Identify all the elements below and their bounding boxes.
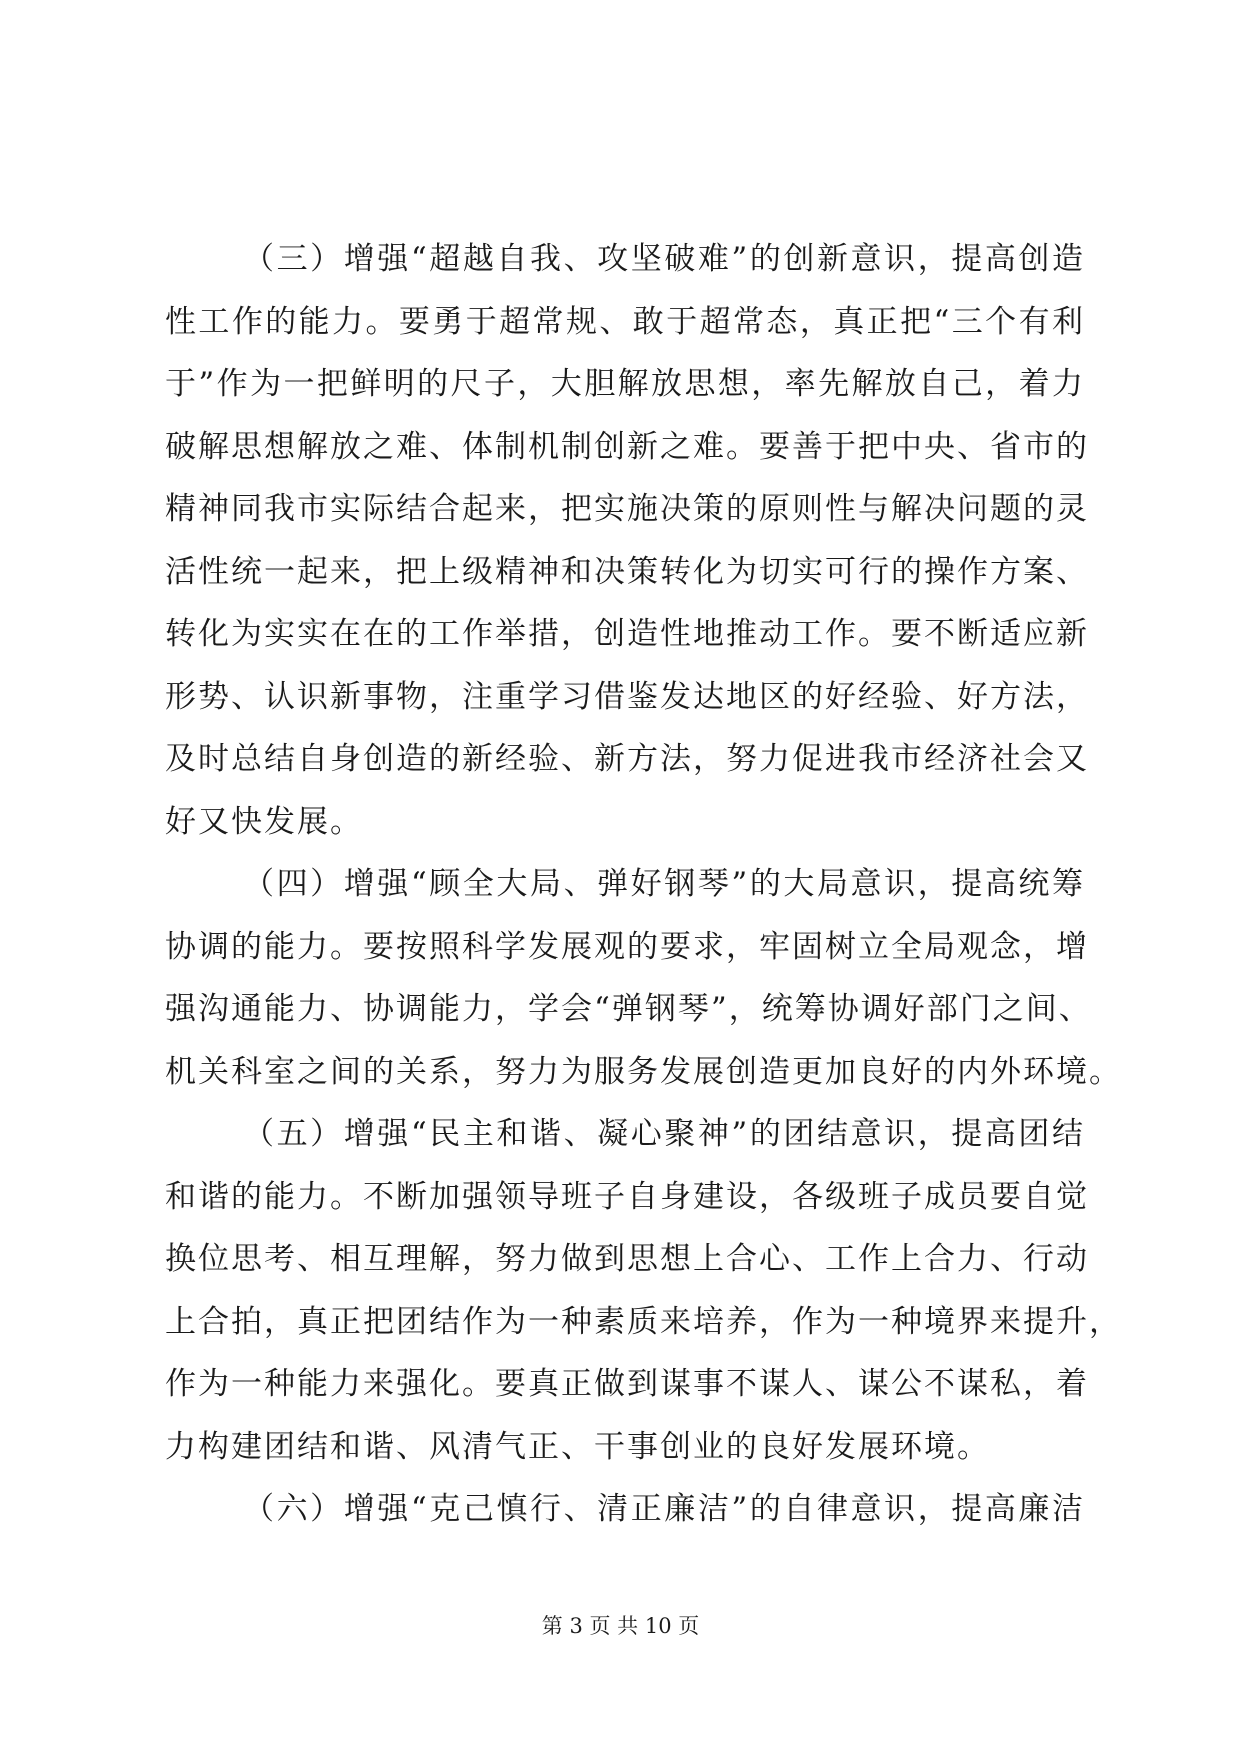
text-line: 及时总结自身创造的新经验、新方法，努力促进我市经济社会又 (165, 741, 1089, 777)
paragraph-4-heading-line: （四）增强“顾全大局、弹好钢琴”的大局意识，提高统筹 (243, 866, 1085, 902)
text-line: 转化为实实在在的工作举措，创造性地推动工作。要不断适应新 (165, 616, 1089, 652)
paragraph-6-heading-line: （六）增强“克己慎行、清正廉洁”的自律意识，提高廉洁 (243, 1491, 1085, 1527)
paragraph-5-heading-line: （五）增强“民主和谐、凝心聚神”的团结意识，提高团结 (243, 1116, 1085, 1152)
text-line: 和谐的能力。不断加强领导班子自身建设，各级班子成员要自觉 (165, 1178, 1089, 1215)
paragraph-3-heading-line: （三）增强“超越自我、攻坚破难”的创新意识，提高创造 (243, 241, 1085, 277)
text-line: 破解思想解放之难、体制机制创新之难。要善于把中央、省市的 (165, 428, 1089, 465)
body-text (165, 228, 1122, 1541)
text-line: 协调的能力。要按照科学发展观的要求，牢固树立全局观念，增 (165, 928, 1089, 965)
text-line: 形势、认识新事物，注重学习借鉴发达地区的好经验、好方法， (165, 678, 1089, 715)
text-line: 作为一种能力来强化。要真正做到谋事不谋人、谋公不谋私，着 (165, 1366, 1089, 1402)
text-line: 换位思考、相互理解，努力做到思想上合心、工作上合力、行动 (165, 1241, 1089, 1277)
text-line: 精神同我市实际结合起来，把实施决策的原则性与解决问题的灵 (165, 491, 1089, 527)
text-line: 上合拍，真正把团结作为一种素质来培养，作为一种境界来提升， (165, 1303, 1122, 1340)
text-line: 于”作为一把鲜明的尺子，大胆解放思想，率先解放自己，着力 (165, 366, 1085, 402)
text-line: 力构建团结和谐、风清气正、干事创业的良好发展环境。 (165, 1428, 990, 1465)
text-line: 强沟通能力、协调能力，学会“弹钢琴”，统筹协调好部门之间、 (165, 991, 1092, 1027)
text-line: 好又快发展。 (165, 803, 363, 840)
text-line: 机关科室之间的关系，努力为服务发展创造更加良好的内外环境。 (165, 1053, 1122, 1090)
text-line: 性工作的能力。要勇于超常规、敢于超常态，真正把“三个有利 (165, 303, 1085, 340)
text-line: 活性统一起来，把上级精神和决策转化为切实可行的操作方案、 (165, 553, 1089, 590)
page-number-footer: 第 3 页 共 10 页 (541, 1614, 700, 1638)
